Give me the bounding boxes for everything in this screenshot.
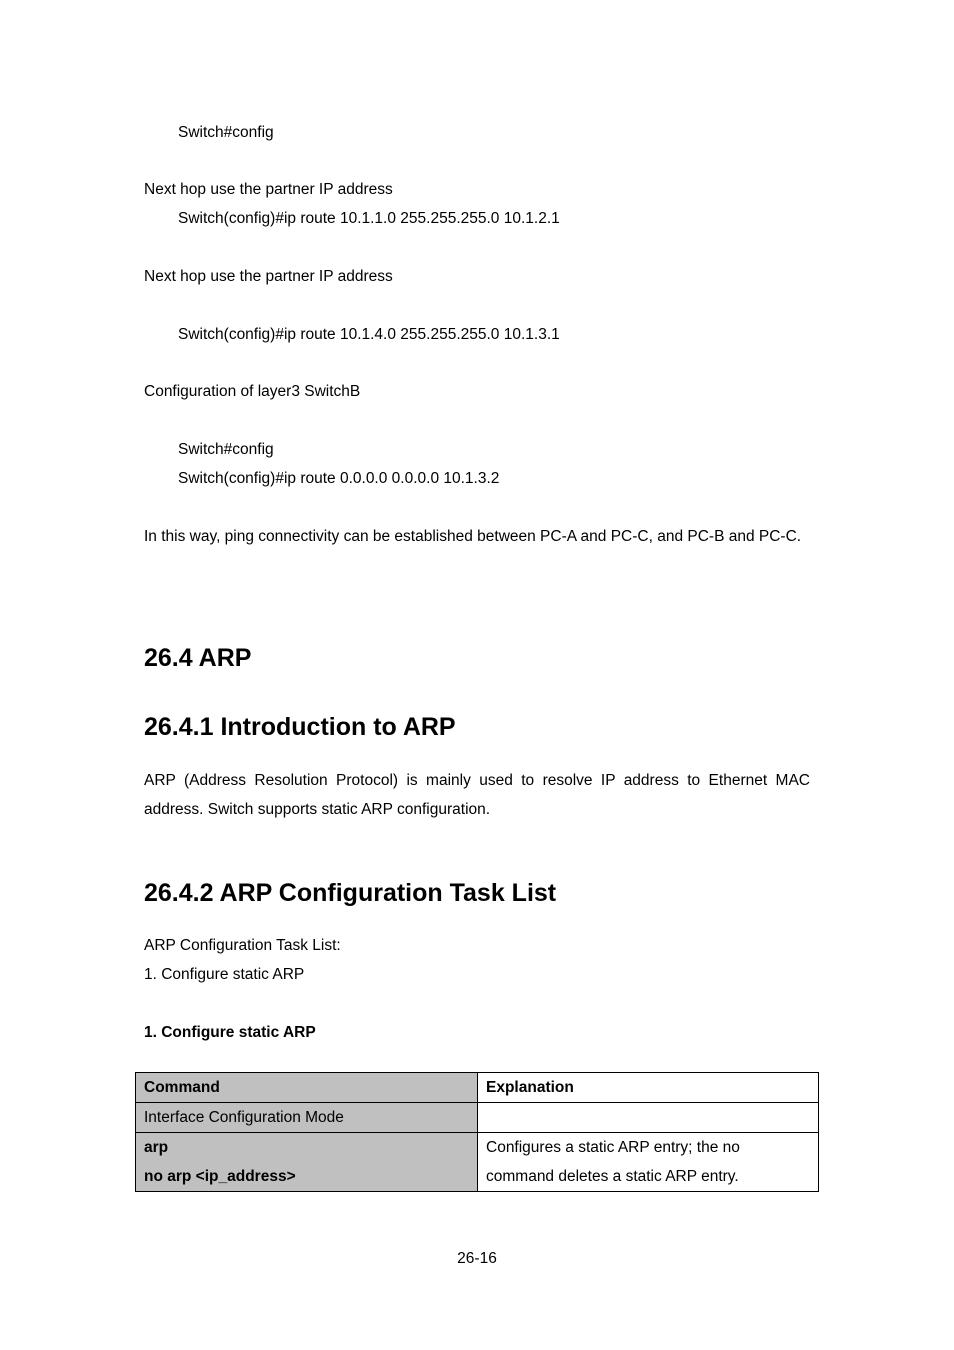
subsection-heading: 26.4.2 ARP Configuration Task List	[144, 879, 557, 907]
command-line: Switch(config)#ip route 0.0.0.0 0.0.0.0 10.1.3.2	[178, 470, 500, 487]
body-text: ARP Configuration Task List:	[144, 937, 341, 954]
explanation-line: Configures a static ARP entry; the no	[486, 1139, 740, 1156]
table-cell-command	[136, 1133, 478, 1192]
table-cell-empty	[478, 1103, 819, 1133]
body-text: Configuration of layer3 SwitchB	[144, 383, 361, 400]
table-cell-explanation	[478, 1133, 819, 1192]
step-heading: 1. Configure static ARP	[144, 1024, 316, 1041]
table-row	[136, 1103, 819, 1133]
table-header-row	[136, 1073, 819, 1103]
command-line: Switch(config)#ip route 10.1.1.0 255.255.255.0 10.1.2.1	[178, 210, 560, 227]
section-heading: 26.4 ARP	[144, 644, 252, 672]
table-header-explanation: Explanation	[478, 1073, 819, 1103]
list-item: 1. Configure static ARP	[144, 966, 305, 983]
subsection-heading: 26.4.1 Introduction to ARP	[144, 713, 456, 741]
table-header-command: Command	[136, 1073, 478, 1103]
body-text: Next hop use the partner IP address	[144, 181, 393, 198]
explanation-line: command deletes a static ARP entry.	[486, 1168, 739, 1185]
command-line: Switch(config)#ip route 10.1.4.0 255.255.255.0 10.1.3.1	[178, 326, 560, 343]
command-no-arp: no arp <ip_address>	[144, 1168, 296, 1185]
table-row	[136, 1133, 819, 1192]
body-paragraph: In this way, ping connectivity can be established between PC-A and PC-C, and PC-B and PC-C.	[144, 528, 802, 545]
command-line: Switch#config	[178, 124, 274, 141]
command-line: Switch#config	[178, 441, 274, 458]
command-arp: arp	[144, 1139, 169, 1156]
command-table	[135, 1072, 819, 1192]
page-number: 26-16	[457, 1250, 497, 1267]
body-text: Next hop use the partner IP address	[144, 268, 393, 285]
body-paragraph: ARP (Address Resolution Protocol) is mainly used to resolve IP address to Ethernet MAC address. Switch supports static ARP configuration.	[144, 772, 810, 818]
table-cell-mode: Interface Configuration Mode	[136, 1103, 478, 1133]
